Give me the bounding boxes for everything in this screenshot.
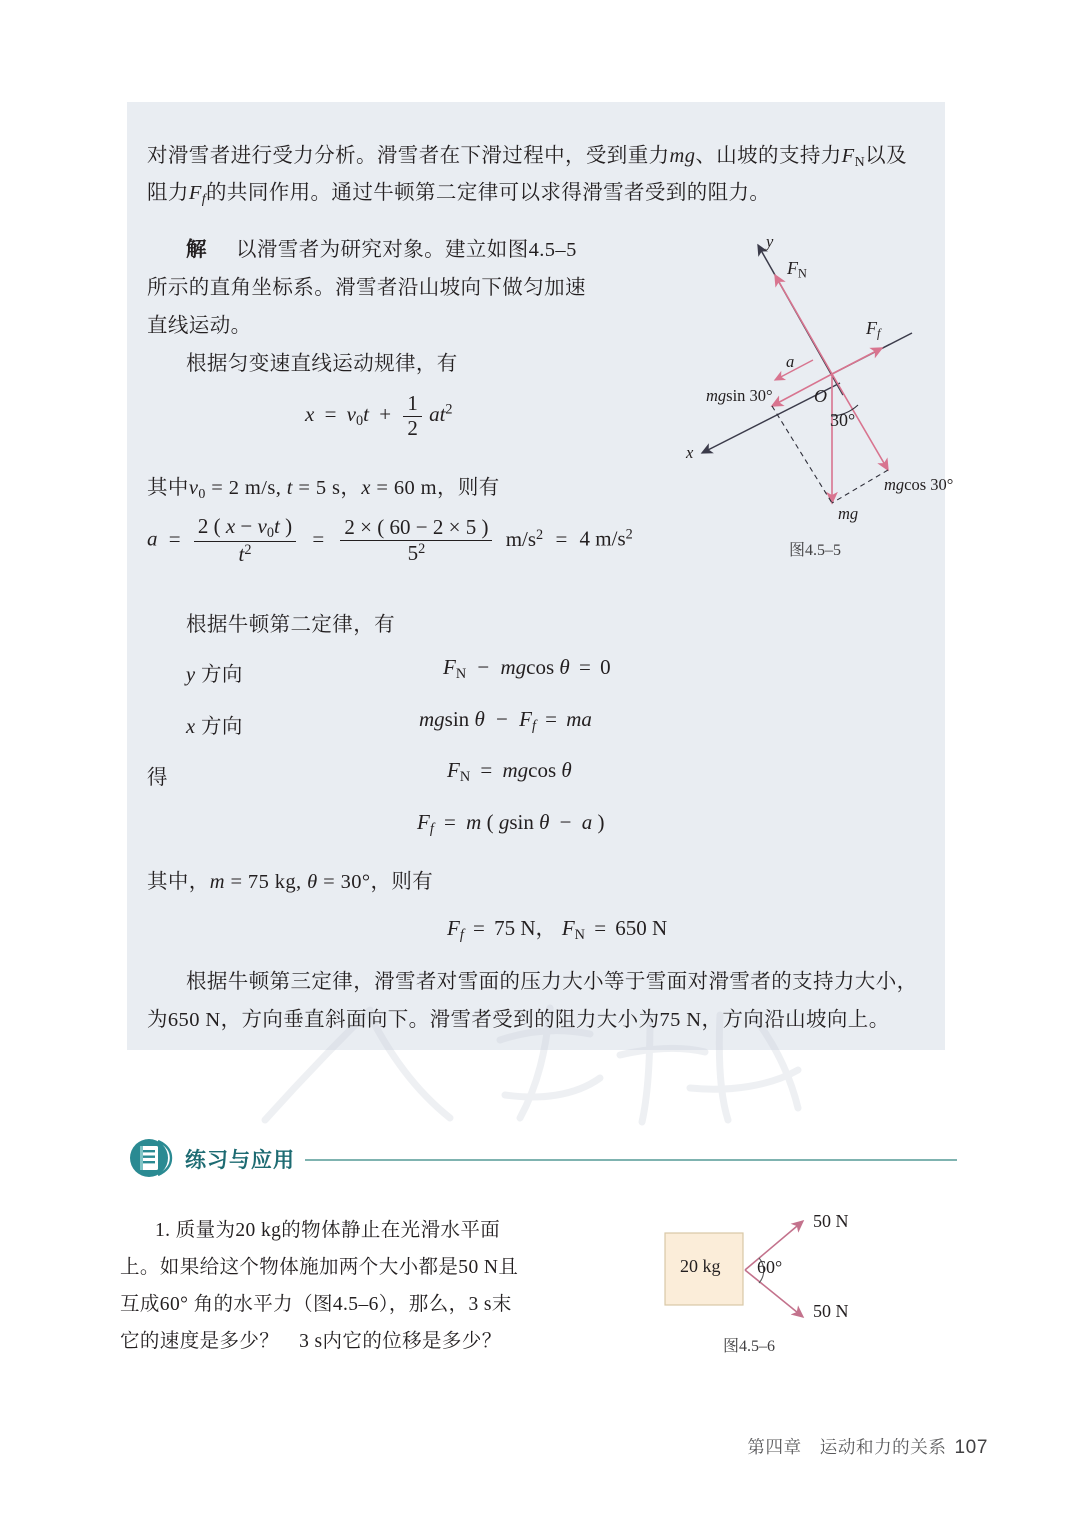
figure-455-label-weight: mg xyxy=(838,504,859,523)
figure-455-label-angle: 30° xyxy=(830,410,856,430)
equation-acceleration: a = $\frac{2 ( x - v_0t )}{t^2}$ = $\frac{2 \times ( 60 - 2 \times 5 )}{5^2}$ $m/s^2 = 4$ $m/s^2$ xyxy=(147,514,633,567)
given-values-line: 其中$v_0 = 2$ m/s, t = 5 s，x = 60 m，则有 xyxy=(147,477,500,502)
figure-455-label-origin: O xyxy=(814,386,827,406)
conclusion-line-1: 根据牛顿第三定律，滑雪者对雪面的压力大小等于雪面对滑雪者的支持力大小， xyxy=(186,971,918,993)
solution-marker: 解 xyxy=(186,239,207,261)
example-intro-line-1: 对滑雪者进行受力分析。滑雪者在下滑过程中，受到重力mg、山坡的支持力$F_N$以及 xyxy=(147,145,907,170)
equation-x-direction: mgsin θ − Ff = ma xyxy=(419,707,592,734)
figure-455-label-mg-sin: mgsin 30° xyxy=(706,386,773,405)
figure-456-block-label: 20 kg xyxy=(680,1256,721,1276)
figure-455-label-normal-force: $F_N$ xyxy=(787,258,807,281)
practice-section-rule xyxy=(305,1159,957,1161)
question-1-line-4: 它的速度是多少？ 3 s内它的位移是多少？ xyxy=(120,1331,502,1352)
figure-455-label-y-axis: y xyxy=(766,232,774,251)
page-number: 107 xyxy=(954,1437,988,1458)
equation-kinematics: $x = v_0t$ + $\frac{1}{2}$ $at^2$ xyxy=(305,391,453,440)
book-icon xyxy=(127,1136,175,1180)
example-intro-line-2: 阻力Ff的共同作用。通过牛顿第二定律可以求得滑雪者受到的阻力。 xyxy=(147,182,771,207)
figure-455-label-acceleration: a xyxy=(786,352,795,371)
solution-line-2: 所示的直角坐标系。滑雪者沿山坡向下做匀加速 xyxy=(147,277,586,299)
figure-455-label-x-axis: x xyxy=(686,443,694,462)
figure-455-label-mg-cos: mgcos 30° xyxy=(884,475,954,494)
conclusion-line-2: 为650 N，方向垂直斜面向下。滑雪者受到的阻力大小为75 N，方向沿山坡向上。 xyxy=(147,1009,890,1031)
question-1-line-1: 1. 质量为20 kg的物体静止在光滑水平面 xyxy=(155,1220,501,1241)
question-1-line-2: 上。如果给这个物体施加两个大小都是50 N且 xyxy=(120,1257,519,1278)
figure-456-force-top-label: 50 N xyxy=(813,1211,849,1231)
figure-456-caption: 图4.5–6 xyxy=(723,1338,776,1355)
practice-section-header xyxy=(127,1136,957,1180)
practice-section-title: 练习与应用 xyxy=(185,1148,295,1172)
equation-friction-force: Ff = m ( gsin θ − a ) xyxy=(417,810,605,837)
solution-line-1: 以滑雪者为研究对象。建立如图4.5–5 xyxy=(236,239,577,261)
figure-455-label-friction-force: Ff xyxy=(866,318,881,341)
kinematics-lead: 根据匀变速直线运动规律，有 xyxy=(186,353,458,375)
figure-456-force-bottom-label: 50 N xyxy=(813,1301,849,1321)
equation-final-results: Ff = 75 N， $F_N = 650$ N xyxy=(447,916,668,943)
x-direction-label: x 方向 xyxy=(186,716,243,738)
solution-line-3: 直线运动。 xyxy=(147,315,252,337)
figure-456-angle-label: 60° xyxy=(757,1257,783,1277)
equation-y-direction: $F_N - mgcos$ θ = 0 xyxy=(443,655,611,682)
y-direction-label: y 方向 xyxy=(186,664,243,686)
page-footer xyxy=(747,1434,988,1459)
therefore-label: 得 xyxy=(147,767,168,789)
newton-second-law-lead: 根据牛顿第二定律，有 xyxy=(186,614,395,636)
footer-chapter-title: 第四章 运动和力的关系 xyxy=(747,1437,947,1457)
equation-normal-force: $F_N = mgcos$ θ xyxy=(447,758,572,785)
parameter-values-line: 其中，m = 75 kg, θ = 30°，则有 xyxy=(147,871,434,893)
question-1-line-3: 互成60° 角的水平力（图4.5–6），那么，3 s末 xyxy=(120,1294,512,1315)
figure-455-caption: 图4.5–5 xyxy=(789,542,842,559)
